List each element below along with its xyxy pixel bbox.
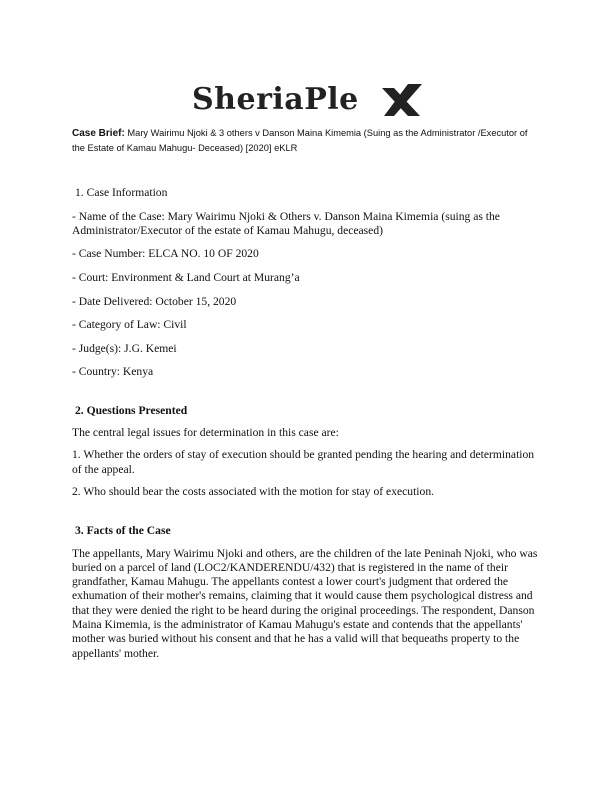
category-of-law-item: - Category of Law: Civil xyxy=(72,318,187,332)
country-item: - Country: Kenya xyxy=(72,365,154,379)
case-brief-title: Mary Wairimu Njoki & 3 others v Danson Maina Kimemia (Suing as the Administrator /Executor of the Estate of Kamau Mahugu- Deceased) [2020] eKLR xyxy=(72,128,528,153)
facts-paragraph: The appellants, Mary Wairimu Njoki and others, are the children of the late Peninah Njoki, who was buried on a parcel of land (LOC2/KANDERENDU/432) that is registered in the name of their grandfather, Kamau Mahugu. The appellants contest a lower court's judgment that ordered the exhumation of their mother's remains, claiming that it would cause them psychological distress and that they were denied the right to be heard during the original proceedings. The respondent, Danson Maina Kimemia, is the administrator of Kamau Mahugu's estate and contends that the appellants' mother was buried without his consent and that he has a valid will that bequeaths property to the appellants' mother. xyxy=(72,546,538,660)
questions-presented-section xyxy=(72,404,544,500)
logo-wordmark: SheriaPle xyxy=(192,82,359,117)
case-name-item: - Name of the Case: Mary Wairimu Njoki & Others v. Danson Maina Kimemia (suing as the Administrator/Executor of the estate of Kamau Mahugu, deceased) xyxy=(72,209,500,237)
date-delivered-item: - Date Delivered: October 15, 2020 xyxy=(72,294,237,308)
case-number-item: - Case Number: ELCA NO. 10 OF 2020 xyxy=(72,247,259,261)
sheriaplex-logo xyxy=(190,76,422,120)
case-brief-header xyxy=(72,126,542,156)
court-item: - Court: Environment & Land Court at Murang’a xyxy=(72,270,300,284)
facts-section xyxy=(72,524,544,661)
questions-presented-heading: 2. Questions Presented xyxy=(75,403,188,417)
logo-x-mark xyxy=(382,84,422,116)
case-information-section xyxy=(72,186,544,380)
document-body xyxy=(72,186,544,661)
judges-item: - Judge(s): J.G. Kemei xyxy=(72,341,177,355)
question-item: 2. Who should bear the costs associated with the motion for stay of execution. xyxy=(72,485,435,499)
case-information-heading: 1. Case Information xyxy=(75,186,168,199)
case-brief-label: Case Brief: xyxy=(72,128,125,139)
questions-intro: The central legal issues for determination in this case are: xyxy=(72,425,339,439)
question-item: 1. Whether the orders of stay of execution should be granted pending the hearing and determination of the appeal. xyxy=(72,448,535,476)
facts-heading: 3. Facts of the Case xyxy=(75,524,171,538)
